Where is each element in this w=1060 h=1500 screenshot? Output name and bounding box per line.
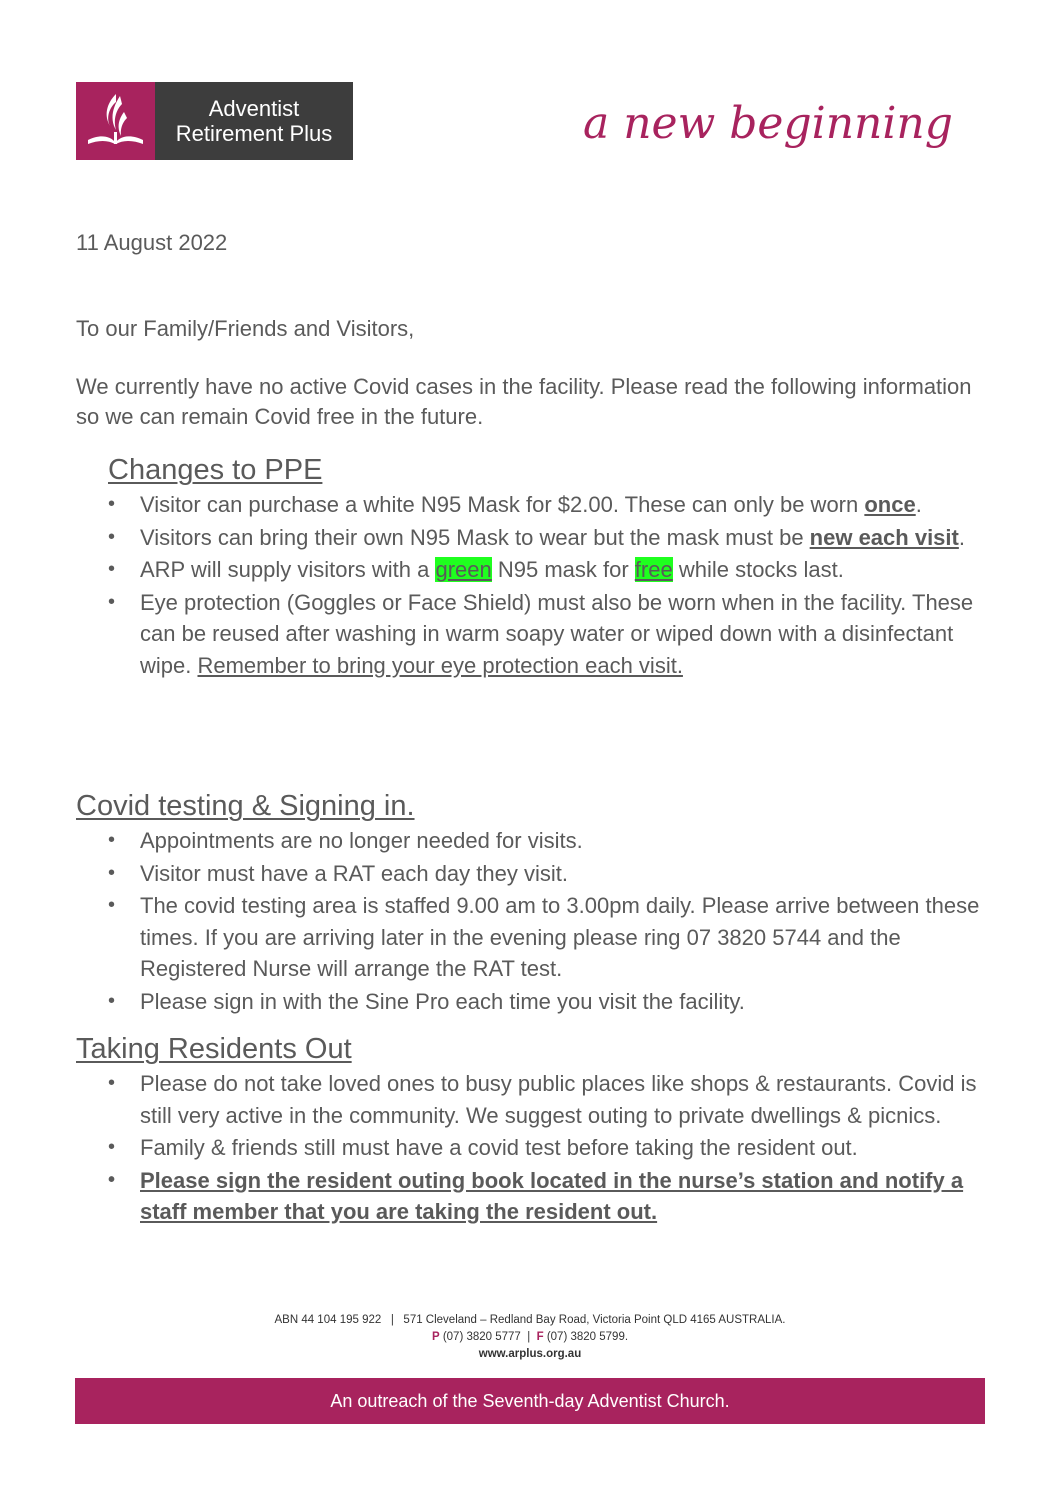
list-item: • Family & friends still must have a covid test before taking the resident out. bbox=[76, 1132, 986, 1164]
underlined-reminder: Remember to bring your eye protection each visit. bbox=[197, 652, 683, 678]
list-item: • Eye protection (Goggles or Face Shield) must also be worn when in the facility. These can be reused after washing in warm soapy water or wiped down with a disinfectant wipe. Remember to bring your eye protection each visit. bbox=[76, 587, 986, 682]
logo-line-1: Adventist bbox=[208, 96, 300, 121]
footer-address: ABN 44 104 195 922 | 571 Cleveland – Redland Bay Road, Victoria Point QLD 4165 AUSTRALIA. bbox=[274, 1314, 786, 1326]
section-changes-to-ppe bbox=[76, 454, 986, 682]
footer-phone-fax bbox=[0, 1329, 1060, 1346]
emphasis: once bbox=[864, 492, 916, 517]
emphasis: new each visit bbox=[809, 524, 959, 550]
highlight-green: green bbox=[435, 557, 492, 582]
list-item: • Visitors can bring their own N95 Mask to wear but the mask must be new each visit. bbox=[76, 522, 986, 554]
section-title: Taking Residents Out bbox=[76, 1033, 352, 1065]
section-title: Changes to PPE bbox=[108, 454, 323, 486]
footer-banner-text: An outreach of the Seventh-day Adventist Church. bbox=[330, 1390, 730, 1411]
list-item: • The covid testing area is staffed 9.00 am to 3.00pm daily. Please arrive between these times. If you are arriving later in the evening please ring 07 3820 5744 and the Registered Nurse will arrange the RAT test. bbox=[76, 890, 986, 985]
testing-list bbox=[76, 825, 986, 1017]
list-item: • Please do not take loved ones to busy public places like shops & restaurants. Covid is still very active in the community. We suggest outing to private dwellings & picnics. bbox=[76, 1068, 986, 1131]
list-item: • Appointments are no longer needed for visits. bbox=[76, 825, 986, 857]
logo-wordmark bbox=[155, 82, 353, 160]
website-link[interactable]: www.arplus.org.au bbox=[478, 1348, 582, 1360]
section-title: Covid testing & Signing in. bbox=[76, 790, 415, 822]
fax-label: F bbox=[536, 1331, 544, 1343]
letter-date: 11 August 2022 bbox=[76, 230, 228, 255]
tagline-script bbox=[583, 86, 983, 166]
ppe-list bbox=[76, 489, 986, 681]
sda-church-flame-book-icon bbox=[76, 82, 155, 160]
fax-number: (07) 3820 5799. bbox=[543, 1331, 629, 1343]
list-item: • ARP will supply visitors with a green N95 mask for free while stocks last. bbox=[76, 554, 986, 586]
list-item-important: • Please sign the resident outing book located in the nurse’s station and notify a staff member that you are taking the resident out. bbox=[76, 1165, 986, 1228]
organization-logo bbox=[76, 82, 353, 160]
logo-line-2: Retirement Plus bbox=[175, 121, 333, 146]
highlight-free: free bbox=[634, 557, 673, 582]
section-taking-residents-out bbox=[76, 1033, 986, 1229]
list-item: • Please sign in with the Sine Pro each time you visit the facility. bbox=[76, 986, 986, 1018]
list-item: • Visitor must have a RAT each day they visit. bbox=[76, 858, 986, 890]
phone-number: (07) 3820 5777 | bbox=[439, 1331, 537, 1343]
letter-intro: We currently have no active Covid cases in the facility. Please read the following information so we can remain Covid free in the future. bbox=[76, 374, 972, 429]
outing-list bbox=[76, 1068, 986, 1228]
tagline-graphic bbox=[583, 86, 983, 166]
svg-text:a new beginning: a new beginning bbox=[583, 98, 953, 149]
footer-banner bbox=[75, 1378, 985, 1424]
footer-contact bbox=[0, 1312, 1060, 1363]
letter-salutation: To our Family/Friends and Visitors, bbox=[76, 316, 415, 341]
phone-label: P bbox=[431, 1331, 440, 1343]
section-covid-testing bbox=[76, 790, 986, 1018]
list-item: • Visitor can purchase a white N95 Mask for $2.00. These can only be worn once. bbox=[76, 489, 986, 521]
